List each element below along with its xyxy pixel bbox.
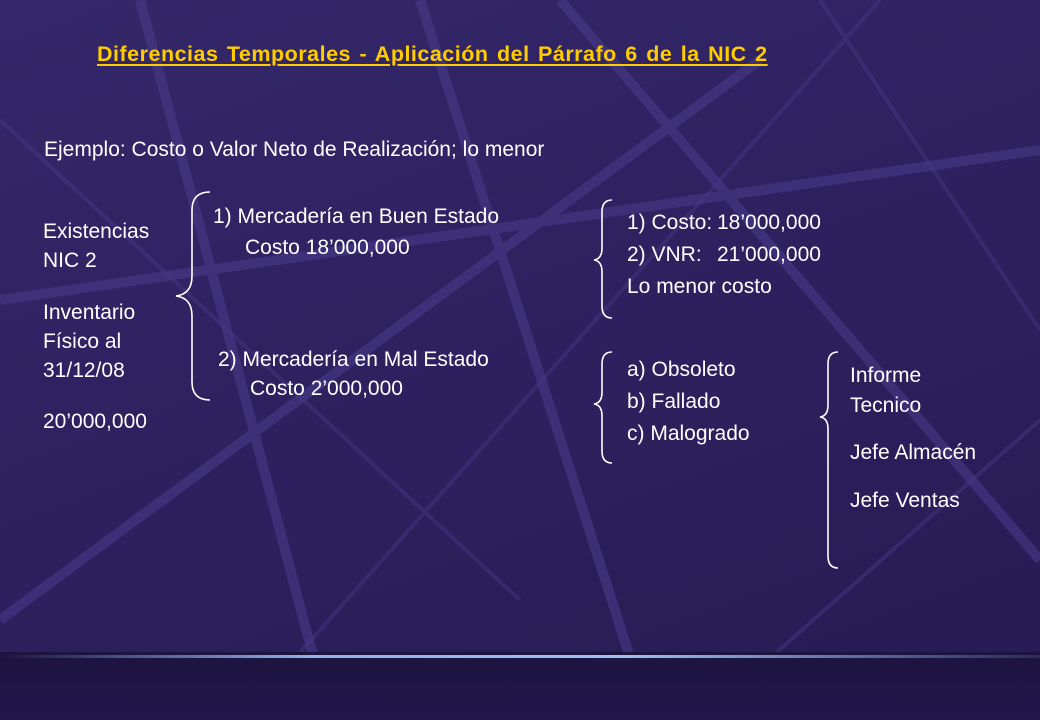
inventory-total: 20’000,000: [43, 410, 147, 433]
left-brace: [176, 192, 210, 400]
nic2-line: NIC 2: [43, 249, 97, 272]
comparison-brace: [594, 200, 612, 318]
date-line: 31/12/08: [43, 359, 125, 382]
jefe-almacen: Jefe Almacén: [850, 441, 977, 464]
condition-item: c) Malogrado: [627, 422, 750, 445]
bad-goods-heading: 2) Mercadería en Mal Estado: [218, 348, 489, 371]
slide-title: Diferencias Temporales - Aplicación del Párrafo 6 de la NIC 2: [97, 42, 768, 66]
informe-line: Informe: [850, 364, 922, 387]
condition-item: a) Obsoleto: [627, 358, 736, 381]
cost-label: 1) Costo:: [627, 211, 713, 234]
cost-value: 18’000,000: [717, 211, 821, 234]
condition-item: b) Fallado: [627, 390, 721, 413]
conditions-brace: [594, 352, 612, 463]
inventario-line: Inventario: [43, 301, 136, 324]
example-subtitle: Ejemplo: Costo o Valor Neto de Realización; lo menor: [44, 138, 545, 161]
fisico-line: Físico al: [43, 330, 122, 353]
vnr-value: 21’000,000: [717, 243, 821, 266]
good-goods-cost: Costo 18’000,000: [245, 236, 410, 259]
tecnico-line: Tecnico: [850, 394, 922, 417]
existencias-line: Existencias: [43, 220, 150, 243]
jefe-ventas: Jefe Ventas: [850, 489, 960, 512]
vnr-label: 2) VNR:: [627, 243, 702, 266]
bad-goods-cost: Costo 2’000,000: [250, 377, 403, 400]
lower-of-cost-result: Lo menor costo: [627, 275, 772, 298]
good-goods-heading: 1) Mercadería en Buen Estado: [213, 205, 500, 228]
report-brace: [820, 352, 838, 568]
